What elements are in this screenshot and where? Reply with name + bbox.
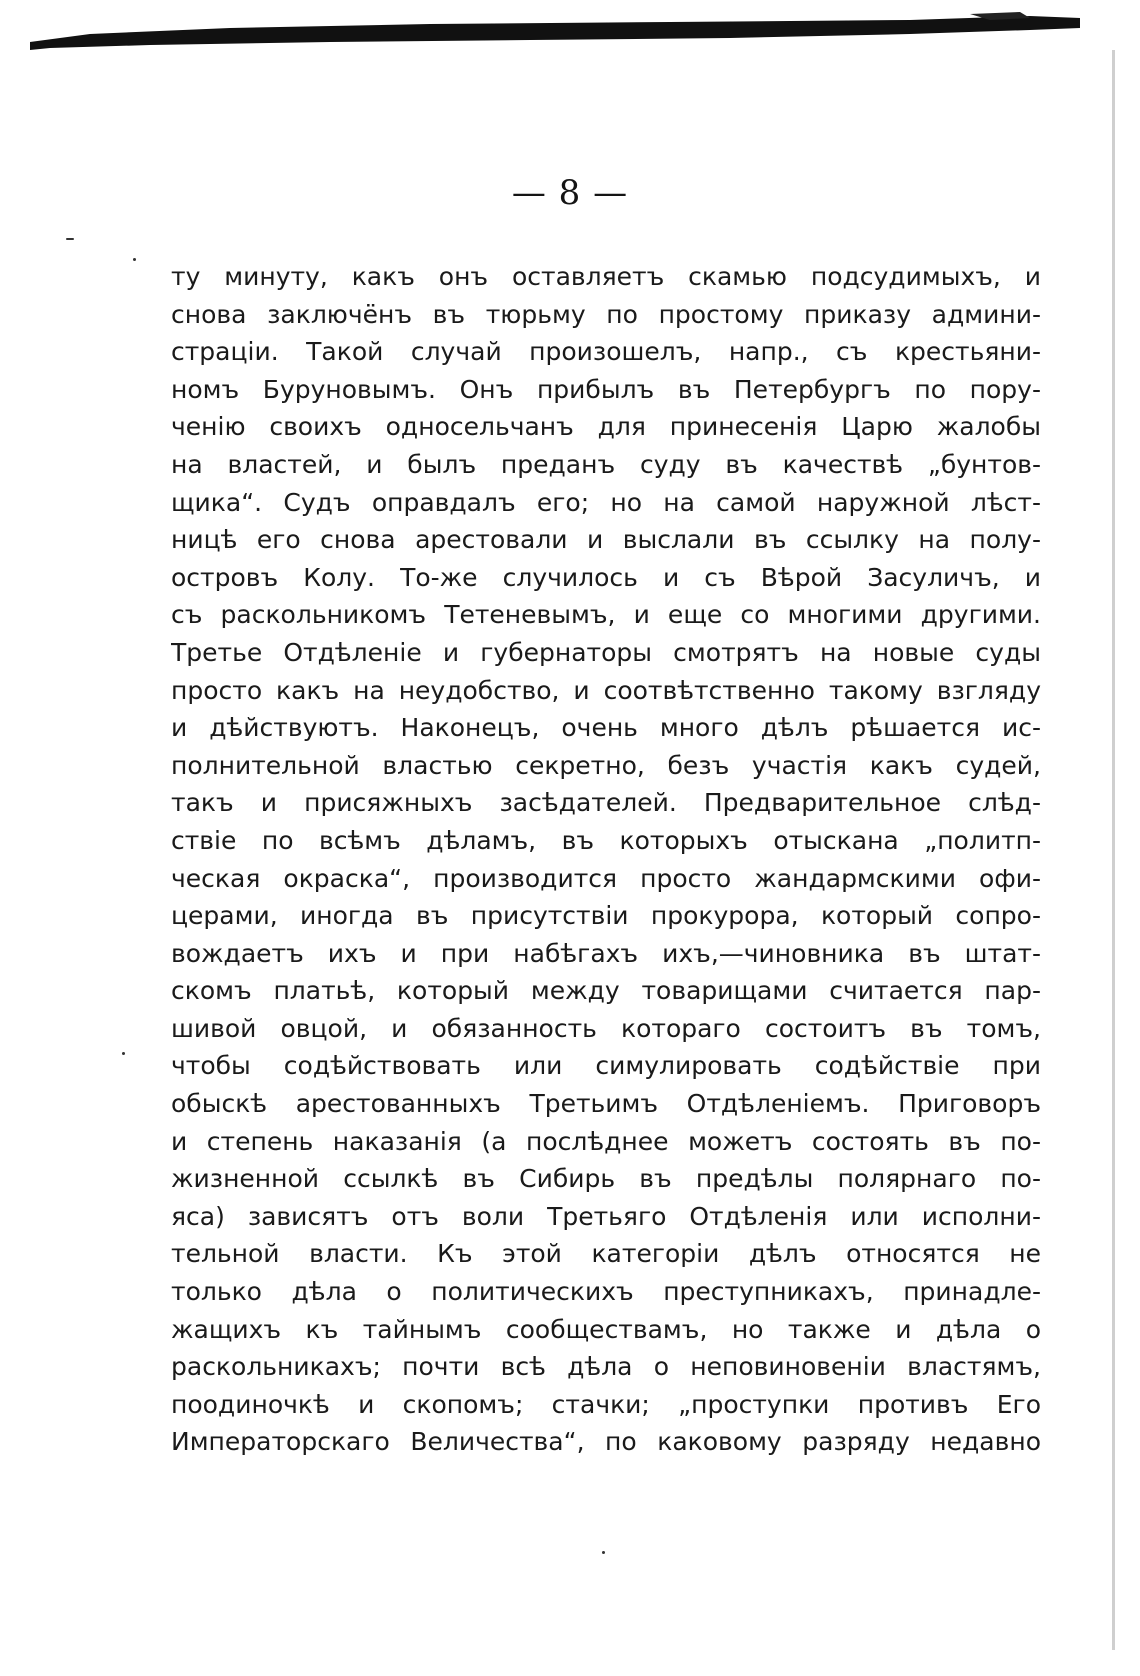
text-line: съ раскольникомъ Тетеневымъ, и еще со многими другими. <box>171 600 1041 630</box>
scanned-page-right-edge <box>1112 50 1115 1650</box>
text-line: обыскѣ арестованныхъ Третьимъ Отдѣленіемъ. Приговоръ <box>171 1089 1041 1119</box>
text-line: щика“. Судъ оправдалъ его; но на самой наружной лѣст- <box>171 487 1041 517</box>
text-line: Императорскаго Величества“, по каковому разряду недавно <box>171 1427 1041 1457</box>
body-text <box>171 258 1041 1461</box>
text-line: ту минуту, какъ онъ оставляетъ скамью подсудимыхъ, и <box>171 262 1041 291</box>
text-line: такъ и присяжныхъ засѣдателей. Предварительное слѣд- <box>171 788 1041 818</box>
scan-speck <box>122 1052 125 1055</box>
page-number: — 8 — <box>511 173 629 213</box>
text-line: просто какъ на неудобство, и соотвѣтственно такому взгляду <box>171 675 1041 705</box>
text-line: тельной власти. Къ этой категоріи дѣлъ относятся не <box>171 1239 1041 1269</box>
text-line: скомъ платьѣ, который между товарищами считается пар- <box>171 976 1041 1006</box>
text-line: чтобы содѣйствовать или симулировать содѣйствіе при <box>171 1051 1041 1081</box>
text-line: Третье Отдѣленіе и губернаторы смотрятъ на новые суды <box>171 637 1041 667</box>
text-line: и дѣйствуютъ. Наконецъ, очень много дѣлъ рѣшается ис- <box>171 713 1041 743</box>
text-line: ницѣ его снова арестовали и выслали въ ссылку на полу- <box>171 525 1041 555</box>
text-line: снова заключёнъ въ тюрьму по простому приказу админи- <box>171 299 1041 329</box>
text-line: на властей, и былъ преданъ суду въ качествѣ „бунтов- <box>171 449 1041 479</box>
text-line: яса) зависятъ отъ воли Третьяго Отдѣленія или исполни- <box>171 1201 1041 1231</box>
scan-speck <box>66 238 74 240</box>
scan-speck <box>133 258 136 261</box>
text-line: вождаетъ ихъ и при набѣгахъ ихъ,—чиновника въ штат- <box>171 938 1041 968</box>
text-line: полнительной властью секретно, безъ участія какъ судей, <box>171 750 1041 780</box>
scanned-page-top-edge <box>30 12 1080 52</box>
scan-speck <box>602 1551 605 1554</box>
text-line: жизненной ссылкѣ въ Сибирь въ предѣлы полярнаго по- <box>171 1164 1041 1194</box>
text-line: ческая окраска“, производится просто жандармскими офи- <box>171 863 1041 893</box>
text-line: номъ Буруновымъ. Онъ прибылъ въ Петербургъ по пору- <box>171 374 1041 404</box>
text-line: раскольникахъ; почти всѣ дѣла о неповиновеніи властямъ, <box>171 1352 1041 1382</box>
text-line: и степень наказанія (а послѣднее можетъ состоять въ по- <box>171 1126 1041 1156</box>
text-line: жащихъ къ тайнымъ сообществамъ, но также и дѣла о <box>171 1314 1041 1344</box>
text-line: ствіе по всѣмъ дѣламъ, въ которыхъ отыскана „политп- <box>171 825 1041 855</box>
text-line: поодиночкѣ и скопомъ; стачки; „проступки противъ Его <box>171 1389 1041 1419</box>
text-line: островъ Колу. То-же случилось и съ Вѣрой Засуличъ, и <box>171 562 1041 592</box>
text-line: страціи. Такой случай произошелъ, напр., съ крестьяни- <box>171 337 1041 367</box>
text-line: только дѣла о политическихъ преступникахъ, принадле- <box>171 1277 1041 1307</box>
text-line: ченію своихъ односельчанъ для принесенія Царю жалобы <box>171 412 1041 442</box>
text-line: шивой овцой, и обязанность котораго состоитъ въ томъ, <box>171 1013 1041 1043</box>
text-line: церами, иногда въ присутствіи прокурора, который сопро- <box>171 901 1041 931</box>
